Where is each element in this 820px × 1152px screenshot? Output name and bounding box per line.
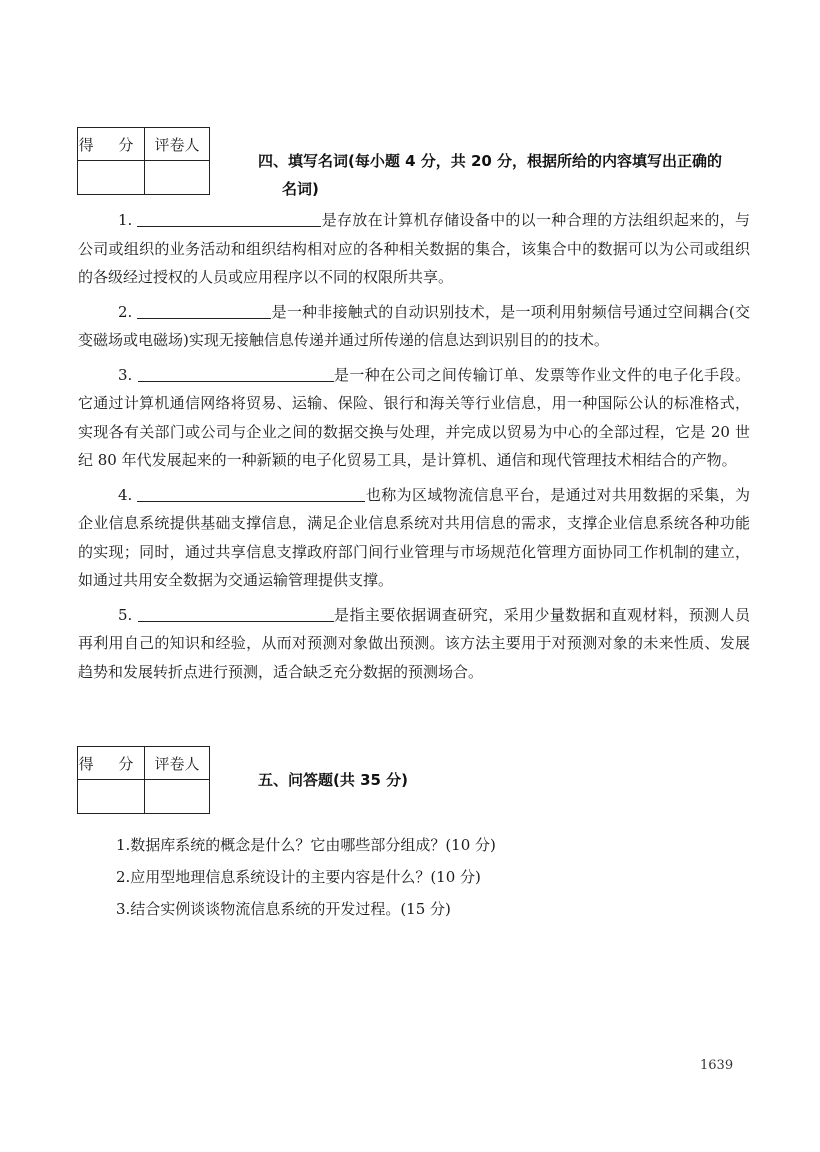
section4-title-line2: 名词) — [282, 180, 319, 198]
page-number: 1639 — [700, 1058, 734, 1073]
fill-item-1 — [78, 206, 750, 292]
grader-label: 评卷人 — [145, 128, 210, 161]
question-2: 2.应用型地理信息系统设计的主要内容是什么？(10 分) — [116, 868, 481, 886]
grader-cell — [145, 161, 210, 195]
item-text: 也称为区域物流信息平台，是通过对共用数据的采集，为企业信息系统提供基础支撑信息，满足企业信息系统对共用信息的需求，支撑企业信息系统各种功能的实现；同时，通过共享信息支撑政府部门间行业管理与市场规范化管理方面协同工作机制的建立，如通过共用安全数据为交通运输管理提供支撑。 — [78, 485, 750, 589]
fill-item-2 — [78, 298, 750, 355]
item-text: 是存放在计算机存储设备中的以一种合理的方法组织起来的，与公司或组织的业务活动和组织结构相对应的各种相关数据的集合，该集合中的数据可以为公司或组织的各级经过授权的人员或应用程序以不同的权限所共享。 — [78, 211, 750, 286]
section4-title — [258, 147, 722, 203]
fill-item-5 — [78, 601, 750, 687]
answer-blank[interactable] — [137, 485, 365, 502]
section4-title-line1: 四、填写名词(每小题 4 分，共 20 分，根据所给的内容填写出正确的 — [258, 152, 723, 170]
item-text: 是一种在公司之间传输订单、发票等作业文件的电子化手段。它通过计算机通信网络将贸易、运输、保险、银行和海关等行业信息，用一种国际公认的标准格式，实现各有关部门或公司与企业之间的数据交换与处理，并完成以贸易为中心的全部过程，它是 20 世纪 80 年代发展起来的一种新颖的电子化贸易工具，是计算机、通信和现代管理技术相结合的产物。 — [78, 365, 750, 469]
answer-blank[interactable] — [137, 210, 321, 227]
item-number: 1. — [118, 211, 133, 229]
score-box-section4 — [77, 127, 210, 195]
item-number: 5. — [118, 605, 133, 624]
question-1: 1.数据库系统的概念是什么？它由哪些部分组成？(10 分) — [116, 836, 496, 854]
fill-item-4 — [78, 481, 750, 595]
answer-blank[interactable] — [138, 605, 334, 622]
grader-label: 评卷人 — [145, 747, 210, 780]
section4-items — [78, 206, 750, 692]
item-text: 是指主要依据调查研究，采用少量数据和直观材料，预测人员再利用自己的知识和经验，从而对预测对象做出预测。该方法主要用于对预测对象的未来性质、发展趋势和发展转折点进行预测，适合缺乏充分数据的预测场合。 — [78, 605, 750, 681]
score-label: 得 分 — [78, 128, 145, 161]
item-number: 4. — [118, 485, 133, 504]
section5-title: 五、问答题(共 35 分) — [258, 771, 409, 789]
fill-item-3 — [78, 361, 750, 475]
item-number: 3. — [118, 365, 133, 384]
grader-cell — [145, 780, 210, 814]
item-text: 是一种非接触式的自动识别技术，是一项利用射频信号通过空间耦合(交变磁场或电磁场)实现无接触信息传递并通过所传递的信息达到识别目的的技术。 — [78, 302, 750, 349]
answer-blank[interactable] — [137, 302, 271, 319]
score-cell — [78, 161, 145, 195]
section5-questions — [116, 829, 496, 925]
answer-blank[interactable] — [138, 365, 334, 382]
question-3: 3.结合实例谈谈物流信息系统的开发过程。(15 分) — [116, 900, 451, 918]
score-cell — [78, 780, 145, 814]
score-box-section5 — [77, 746, 210, 814]
score-label: 得 分 — [78, 747, 145, 780]
item-number: 2. — [118, 302, 133, 321]
